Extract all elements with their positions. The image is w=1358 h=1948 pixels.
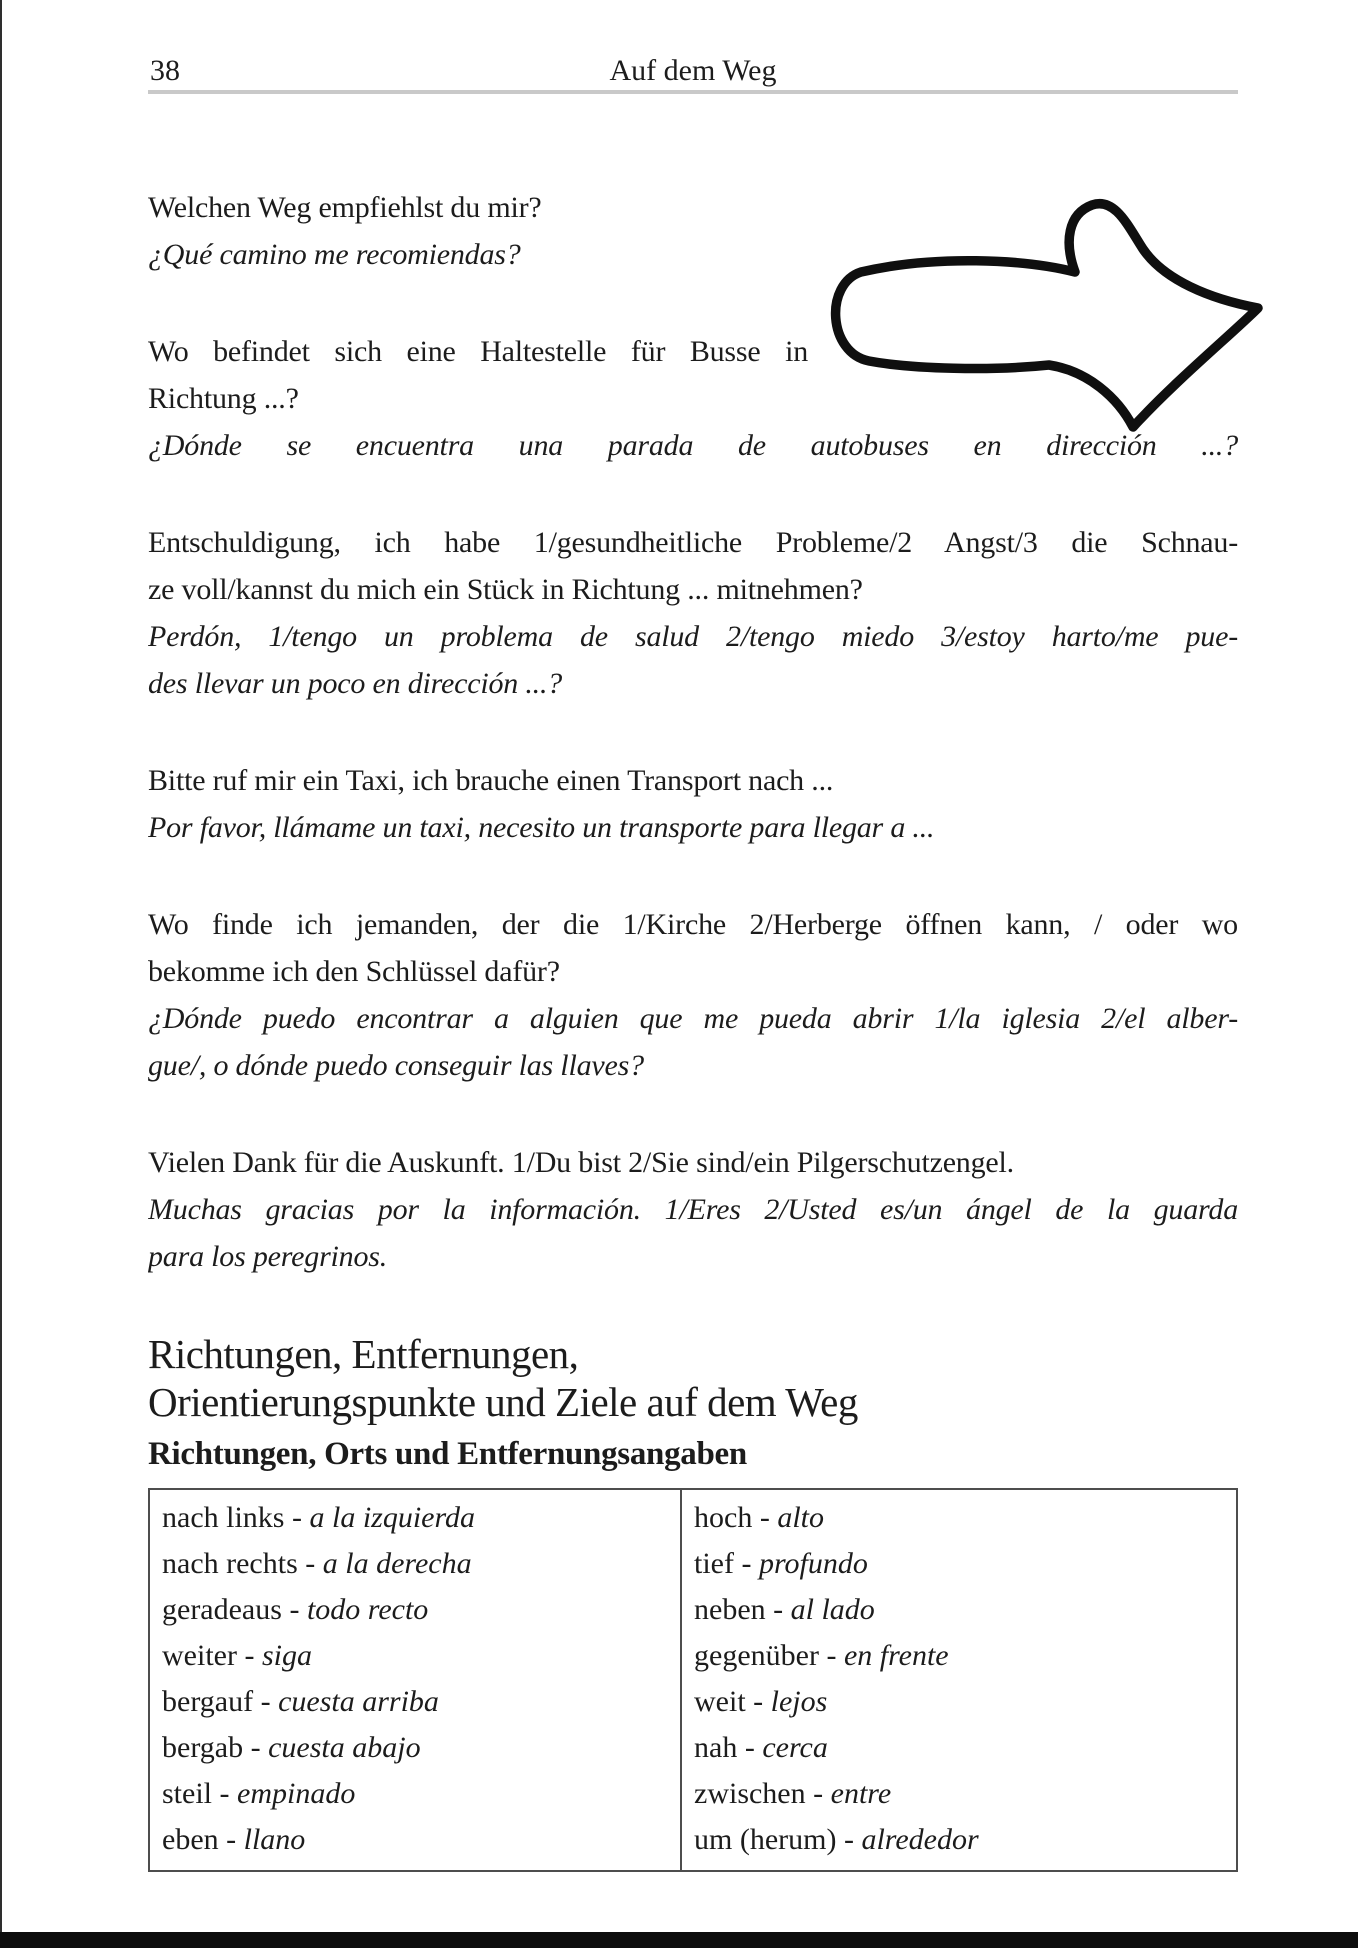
scan-left-edge-line: [0, 0, 2, 1948]
phrase-paragraph: [148, 328, 1238, 469]
vocab-term-german: tief: [694, 1547, 734, 1580]
vocab-row: [694, 1633, 1236, 1679]
vocab-term-german: weit: [694, 1685, 746, 1718]
vocab-row: [162, 1633, 680, 1679]
phrase-line-german: Entschuldigung, ich habe 1/gesundheitliche Probleme/2 Angst/3 die Schnau-: [148, 526, 1238, 559]
vocab-term-spanish: al lado: [790, 1593, 875, 1626]
vocab-term-german: weiter: [162, 1639, 237, 1672]
section-title: [148, 1330, 1238, 1426]
vocab-dash: -: [297, 1547, 323, 1580]
vocab-term-german: nach rechts: [162, 1547, 298, 1580]
phrase-paragraph: [148, 1139, 1238, 1280]
vocab-column-right: [680, 1490, 1236, 1870]
page-header: [148, 0, 1238, 90]
phrases-section: [148, 94, 1238, 1280]
phrase-paragraph: [148, 184, 1238, 278]
vocab-term-german: hoch: [694, 1501, 753, 1534]
phrase-line-spanish: ¿Qué camino me recomiendas?: [148, 238, 521, 271]
phrase-line-spanish: Por favor, llámame un taxi, necesito un transporte para llegar a ...: [148, 811, 935, 844]
vocab-term-spanish: empinado: [237, 1777, 356, 1810]
vocab-dash: -: [253, 1685, 279, 1718]
vocab-column-left: [150, 1490, 680, 1870]
vocab-row: [694, 1771, 1236, 1817]
phrase-line-spanish: ¿Dónde puedo encontrar a alguien que me pueda abrir 1/la iglesia 2/el alber-: [148, 1002, 1238, 1035]
vocab-term-german: eben: [162, 1823, 219, 1856]
vocab-dash: -: [733, 1547, 759, 1580]
header-title: Auf dem Weg: [609, 54, 777, 87]
vocab-dash: -: [281, 1593, 307, 1626]
vocab-row: [694, 1495, 1236, 1541]
vocab-row: [162, 1817, 680, 1863]
section-title-line: Orientierungspunkte und Ziele auf dem Weg: [148, 1379, 858, 1425]
vocab-term-spanish: siga: [261, 1639, 312, 1672]
vocab-term-spanish: a la derecha: [322, 1547, 472, 1580]
vocab-row: [162, 1587, 680, 1633]
section-subtitle: Richtungen, Orts und Entfernungsangaben: [148, 1436, 747, 1472]
vocab-row: [162, 1541, 680, 1587]
vocab-term-german: nah: [694, 1731, 738, 1764]
vocab-dash: -: [805, 1777, 831, 1810]
vocab-term-spanish: alto: [777, 1501, 824, 1534]
vocab-term-german: um (herum): [694, 1823, 837, 1856]
vocab-term-spanish: alrededor: [861, 1823, 979, 1856]
phrase-line-german: ze voll/kannst du mich ein Stück in Richtung ... mitnehmen?: [148, 573, 863, 606]
vocab-row: [694, 1817, 1236, 1863]
vocab-dash: -: [284, 1501, 310, 1534]
phrase-line-german: Vielen Dank für die Auskunft. 1/Du bist 2/Sie sind/ein Pilgerschutzengel.: [148, 1146, 1014, 1179]
vocab-term-spanish: cuesta abajo: [268, 1731, 421, 1764]
phrase-paragraph: [148, 757, 1238, 851]
phrase-line-spanish: des llevar un poco en dirección ...?: [148, 667, 563, 700]
phrase-line-spanish: para los peregrinos.: [148, 1240, 388, 1273]
vocab-term-german: bergab: [162, 1731, 244, 1764]
vocab-term-spanish: en frente: [843, 1639, 949, 1672]
vocab-dash: -: [818, 1639, 844, 1672]
vocab-table: [148, 1488, 1238, 1872]
phrase-line-german: Welchen Weg empfiehlst du mir?: [148, 191, 542, 224]
vocab-term-spanish: profundo: [758, 1547, 868, 1580]
scan-bottom-edge-bar: [0, 1932, 1358, 1948]
phrase-line-spanish: Muchas gracias por la información. 1/Eres 2/Usted es/un ángel de la guarda: [148, 1193, 1238, 1226]
vocab-dash: -: [745, 1685, 771, 1718]
vocab-row: [694, 1679, 1236, 1725]
vocab-dash: -: [212, 1777, 237, 1810]
vocab-term-spanish: llano: [243, 1823, 306, 1856]
phrase-paragraph: [148, 901, 1238, 1089]
vocab-row: [162, 1771, 680, 1817]
vocab-dash: -: [752, 1501, 778, 1534]
vocab-term-spanish: entre: [830, 1777, 892, 1810]
vocab-term-spanish: todo recto: [306, 1593, 429, 1626]
phrase-line-german: Richtung ...?: [148, 382, 299, 415]
vocab-term-spanish: lejos: [770, 1685, 828, 1718]
vocab-term-german: steil: [162, 1777, 212, 1810]
page-number: 38: [150, 54, 180, 87]
vocab-row: [694, 1587, 1236, 1633]
vocab-row: [162, 1725, 680, 1771]
vocab-term-german: zwischen: [694, 1777, 806, 1810]
vocab-row: [162, 1495, 680, 1541]
vocab-dash: -: [737, 1731, 763, 1764]
section-title-line: Richtungen, Entfernungen,: [148, 1331, 579, 1377]
vocab-term-german: gegenüber: [694, 1639, 819, 1672]
phrase-line-german: Wo befindet sich eine Haltestelle für Busse in: [148, 335, 808, 368]
phrase-line-german: bekomme ich den Schlüssel dafür?: [148, 955, 560, 988]
vocab-term-spanish: cerca: [762, 1731, 828, 1764]
vocab-dash: -: [218, 1823, 244, 1856]
page-content: [148, 0, 1238, 1872]
vocab-term-german: geradeaus: [162, 1593, 282, 1626]
vocab-dash: -: [243, 1731, 269, 1764]
phrase-line-german: Wo finde ich jemanden, der die 1/Kirche 2/Herberge öffnen kann, / oder wo: [148, 908, 1238, 941]
vocab-term-german: nach links: [162, 1501, 285, 1534]
phrase-line-spanish: ¿Dónde se encuentra una parada de autobuses en dirección ...?: [148, 429, 1238, 462]
vocab-dash: -: [765, 1593, 791, 1626]
vocab-dash: -: [836, 1823, 862, 1856]
vocab-term-german: neben: [694, 1593, 766, 1626]
phrase-paragraph: [148, 519, 1238, 707]
phrase-line-spanish: Perdón, 1/tengo un problema de salud 2/tengo miedo 3/estoy harto/me pue-: [148, 620, 1238, 653]
vocab-term-german: bergauf: [162, 1685, 254, 1718]
vocab-term-spanish: cuesta arriba: [278, 1685, 439, 1718]
vocab-term-spanish: a la izquierda: [309, 1501, 476, 1534]
phrase-line-german: Bitte ruf mir ein Taxi, ich brauche einen Transport nach ...: [148, 764, 834, 797]
vocab-row: [694, 1725, 1236, 1771]
vocab-row: [162, 1679, 680, 1725]
phrase-line-spanish: gue/, o dónde puedo conseguir las llaves?: [148, 1049, 644, 1082]
vocab-row: [694, 1541, 1236, 1587]
vocab-dash: -: [236, 1639, 262, 1672]
